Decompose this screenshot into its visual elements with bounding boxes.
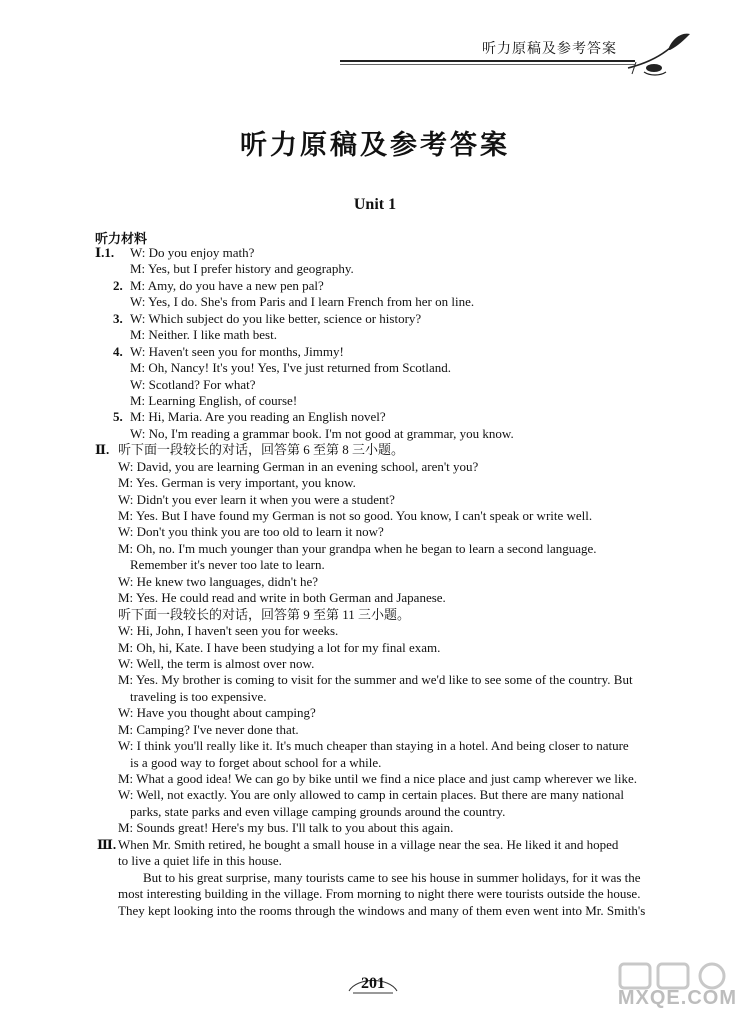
line-text: M: Hi, Maria. Are you reading an English novel? <box>130 409 386 425</box>
line-text: most interesting building in the village. From morning to night there were tourists outside the house. <box>118 886 641 902</box>
item-marker: Ⅰ.1. <box>95 245 115 260</box>
transcript-line <box>0 541 750 557</box>
line-text: 听下面一段较长的对话，回答第 9 至第 11 三小题。 <box>118 606 411 622</box>
transcript-line <box>0 771 750 787</box>
line-text: W: Well, not exactly. You are only allowed to camp in certain places. But there are many national <box>118 787 625 803</box>
transcript-line <box>0 722 750 738</box>
item-marker: Ⅱ. <box>95 442 110 458</box>
transcript-line <box>0 574 750 590</box>
line-text: W: Hi, John, I haven't seen you for weeks. <box>118 623 339 639</box>
line-text: They kept looking into the rooms through the windows and many of them even went into Mr. Smith's <box>118 902 646 918</box>
transcript-line <box>0 442 750 458</box>
transcript-line <box>0 360 750 376</box>
page-number-badge <box>343 973 403 995</box>
transcript-line <box>0 327 750 343</box>
line-text: M: Oh, Nancy! It's you! Yes, I've just returned from Scotland. <box>130 360 451 376</box>
line-text: M: Oh, no. I'm much younger than your grandpa when he began to learn a second language. <box>118 540 597 556</box>
item-marker: 5. <box>113 409 123 425</box>
page-number: 201 <box>361 975 385 992</box>
line-text: to live a quiet life in this house. <box>118 853 282 869</box>
line-text: M: Camping? I've never done that. <box>118 721 299 737</box>
transcript-line <box>0 870 750 886</box>
transcript-line <box>0 492 750 508</box>
line-text: M: Yes. German is very important, you know. <box>118 475 356 491</box>
transcript-line <box>0 607 750 623</box>
line-text: M: What a good idea! We can go by bike until we find a nice place and just camp wherever we like. <box>118 771 638 786</box>
transcript-line <box>0 640 750 656</box>
line-text: W: Didn't you ever learn it when you were a student? <box>118 491 395 507</box>
line-text: W: No, I'm reading a grammar book. I'm not good at grammar, you know. <box>130 425 514 441</box>
watermark <box>612 960 737 1010</box>
transcript-line <box>0 820 750 836</box>
quill-ornament-icon <box>624 28 694 80</box>
line-text: M: Yes. But I have found my German is not so good. You know, I can't speak or write well. <box>118 508 593 523</box>
item-marker: Ⅲ. <box>97 836 117 852</box>
line-text: W: Do you enjoy math? <box>130 245 255 260</box>
line-text: traveling is too expensive. <box>130 688 267 704</box>
transcript-line <box>0 294 750 310</box>
transcript-line <box>0 311 750 327</box>
transcript-line <box>0 377 750 393</box>
transcript-line <box>0 409 750 425</box>
line-text: Remember it's never too late to learn. <box>130 557 325 573</box>
line-text: M: Yes. My brother is coming to visit for the summer and we'd like to see some of the country. But <box>118 672 633 688</box>
header-rule <box>340 60 635 62</box>
line-text: M: Neither. I like math best. <box>130 327 277 343</box>
transcript-line <box>0 837 750 853</box>
line-text: M: Learning English, of course! <box>130 392 298 408</box>
line-text: M: Yes. He could read and write in both German and Japanese. <box>118 590 446 606</box>
transcript-line <box>0 590 750 606</box>
transcript-line <box>0 344 750 360</box>
header-rule-thin <box>340 64 635 65</box>
transcript-line <box>0 689 750 705</box>
watermark-logo-icon <box>612 960 737 990</box>
transcript-line <box>0 475 750 491</box>
line-text: M: Yes, but I prefer history and geography. <box>130 261 354 277</box>
item-marker: 4. <box>113 343 123 359</box>
transcript-line <box>0 393 750 409</box>
item-marker: 2. <box>113 277 123 293</box>
transcript-line <box>0 278 750 294</box>
watermark-text: MXQE.COM <box>617 987 737 1009</box>
transcript-line <box>0 524 750 540</box>
transcript-line <box>0 656 750 672</box>
line-text: M: Sounds great! Here's my bus. I'll talk to you about this again. <box>118 820 454 836</box>
line-text: W: Which subject do you like better, science or history? <box>130 310 422 326</box>
page-title: 听力原稿及参考答案 <box>240 130 510 161</box>
transcript-line <box>0 755 750 771</box>
line-text: is a good way to forget about school for a while. <box>130 754 382 770</box>
transcript-line <box>0 853 750 869</box>
running-header: 听力原稿及参考答案 <box>482 41 617 57</box>
transcript-line <box>0 804 750 820</box>
transcript-line <box>0 787 750 803</box>
line-text: W: Scotland? For what? <box>130 376 256 392</box>
transcript-line <box>0 261 750 277</box>
item-marker: 3. <box>113 310 123 326</box>
line-text: W: I think you'll really like it. It's much cheaper than staying in a hotel. And being closer to nature <box>118 738 629 754</box>
transcript-line <box>0 426 750 442</box>
line-text: When Mr. Smith retired, he bought a small house in a village near the sea. He liked it and hoped <box>118 836 619 852</box>
unit-title: Unit 1 <box>353 196 397 213</box>
line-text: M: Amy, do you have a new pen pal? <box>130 277 324 293</box>
transcript-line <box>0 705 750 721</box>
transcript-line <box>0 672 750 688</box>
transcript-line <box>0 508 750 524</box>
line-text: W: He knew two languages, didn't he? <box>118 573 319 589</box>
transcript-line <box>0 623 750 639</box>
line-text: W: Haven't seen you for months, Jimmy! <box>130 343 344 359</box>
line-text: W: Don't you think you are too old to learn it now? <box>118 524 384 540</box>
line-text: W: Have you thought about camping? <box>118 705 316 721</box>
line-text: parks, state parks and even village camping grounds around the country. <box>130 803 506 819</box>
section-label: 听力材料 <box>95 232 148 247</box>
transcript-line <box>0 738 750 754</box>
line-text: W: Yes, I do. She's from Paris and I learn French from her on line. <box>130 294 475 310</box>
line-text: W: Well, the term is almost over now. <box>118 655 315 671</box>
line-text: W: David, you are learning German in an evening school, aren't you? <box>118 458 479 474</box>
line-text: But to his great surprise, many tourists came to see his house in summer holidays, for it was the <box>143 869 641 885</box>
line-text: 听下面一段较长的对话，回答第 6 至第 8 三小题。 <box>118 442 405 458</box>
line-text: M: Oh, hi, Kate. I have been studying a lot for my final exam. <box>118 639 441 655</box>
transcript-line <box>0 557 750 573</box>
transcript-line <box>0 245 750 261</box>
transcript-line <box>0 886 750 902</box>
transcript-line <box>0 459 750 475</box>
transcript-body <box>0 245 750 919</box>
transcript-line <box>0 903 750 919</box>
